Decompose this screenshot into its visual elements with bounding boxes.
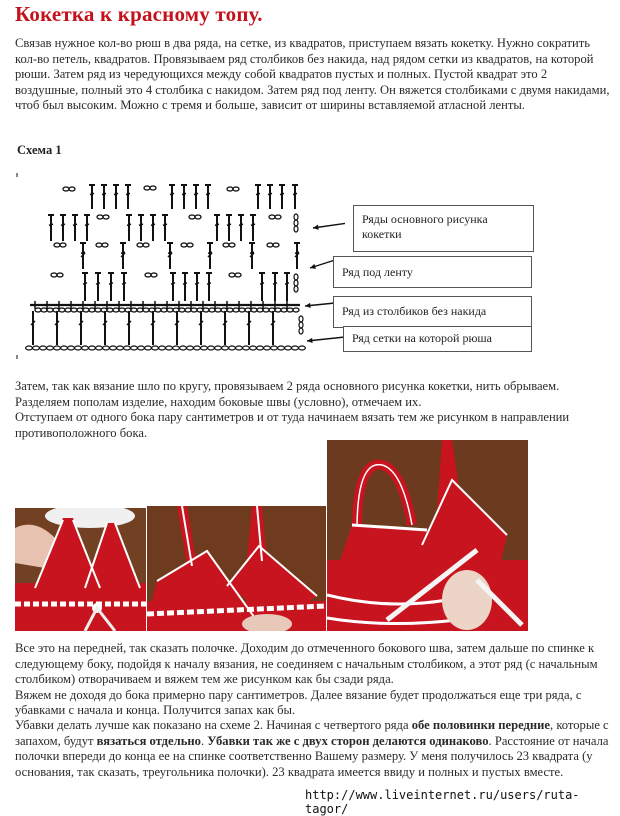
foundation-chain-symbol xyxy=(285,346,292,350)
source-url-watermark: http://www.liveinternet.ru/users/ruta-tagor/ xyxy=(305,788,580,816)
foundation-chain-symbol xyxy=(194,346,201,350)
double-crochet-symbol xyxy=(268,193,272,194)
paragraph-2-line-1: Затем, так как вязание шло по кругу, провязываем 2 ряда основного рисунка кокетки, нить обрываем. xyxy=(15,379,560,393)
foundation-chain-symbol xyxy=(40,346,47,350)
chain-stitch-symbol xyxy=(187,243,193,247)
chain-stitch-symbol xyxy=(155,308,161,312)
foundation-chain-symbol xyxy=(82,346,89,350)
double-crochet-symbol xyxy=(227,224,231,225)
foundation-chain-symbol xyxy=(243,346,250,350)
chain-stitch-symbol xyxy=(95,308,101,312)
double-crochet-symbol xyxy=(83,283,87,284)
foundation-chain-symbol xyxy=(152,346,159,350)
double-crochet-symbol xyxy=(251,224,255,225)
double-crochet-symbol xyxy=(183,283,187,284)
chain-stitch-symbol xyxy=(150,186,156,190)
foundation-chain-symbol xyxy=(89,346,96,350)
double-crochet-symbol xyxy=(260,283,264,284)
chain-stitch-symbol xyxy=(144,186,150,190)
chain-stitch-symbol xyxy=(47,308,53,312)
double-crochet-symbol xyxy=(96,283,100,284)
chain-stitch-symbol xyxy=(294,220,298,226)
chain-stitch-symbol xyxy=(233,187,239,191)
chain-stitch-symbol xyxy=(294,286,298,292)
paragraph-4-text: , которые с запахом, будут xyxy=(15,718,609,748)
foundation-chain-symbol xyxy=(124,346,131,350)
double-crochet-symbol xyxy=(61,224,65,225)
chain-stitch-symbol xyxy=(293,308,299,312)
double-crochet-symbol xyxy=(90,193,94,194)
chain-stitch-symbol xyxy=(145,273,151,277)
chain-stitch-symbol xyxy=(239,308,245,312)
chain-stitch-symbol xyxy=(143,243,149,247)
double-crochet-symbol xyxy=(194,193,198,194)
chain-stitch-symbol xyxy=(195,215,201,219)
double-crochet-symbol xyxy=(293,193,297,194)
foundation-chain-symbol xyxy=(299,346,306,350)
double-crochet-symbol xyxy=(256,193,260,194)
chain-stitch-symbol xyxy=(131,308,137,312)
foundation-chain-symbol xyxy=(264,346,271,350)
double-crochet-symbol xyxy=(207,283,211,284)
chain-stitch-symbol xyxy=(299,328,303,334)
chain-stitch-symbol xyxy=(185,308,191,312)
double-crochet-symbol xyxy=(163,224,167,225)
chain-stitch-symbol xyxy=(294,214,298,220)
foundation-chain-symbol xyxy=(201,346,208,350)
chain-stitch-symbol xyxy=(57,273,63,277)
double-crochet-symbol xyxy=(182,193,186,194)
double-crochet-symbol xyxy=(73,224,77,225)
callout-main-pattern: Ряды основного рисунка кокетки xyxy=(353,205,534,252)
double-crochet-symbol xyxy=(280,193,284,194)
chain-stitch-symbol xyxy=(51,273,57,277)
foundation-chain-symbol xyxy=(250,346,257,350)
callout-ribbon-row: Ряд под ленту xyxy=(333,256,532,288)
paragraph-4-text: . xyxy=(200,733,208,748)
chain-stitch-symbol xyxy=(269,215,275,219)
chain-stitch-symbol xyxy=(119,308,125,312)
paragraph-3 xyxy=(15,641,610,719)
chain-stitch-symbol xyxy=(294,226,298,232)
foundation-chain-symbol xyxy=(292,346,299,350)
foundation-chain-symbol xyxy=(61,346,68,350)
double-crochet-symbol xyxy=(102,193,106,194)
foundation-chain-symbol xyxy=(131,346,138,350)
chain-stitch-symbol xyxy=(167,308,173,312)
chain-stitch-symbol xyxy=(257,308,263,312)
foundation-chain-symbol xyxy=(215,346,222,350)
foundation-chain-symbol xyxy=(257,346,264,350)
foundation-chain-symbol xyxy=(117,346,124,350)
double-crochet-symbol xyxy=(285,283,289,284)
scheme-label: Схема 1 xyxy=(17,143,62,157)
chain-stitch-symbol xyxy=(83,308,89,312)
chain-stitch-symbol xyxy=(71,308,77,312)
callout-arrow xyxy=(307,337,345,341)
chain-stitch-symbol xyxy=(59,308,65,312)
chain-stitch-symbol xyxy=(209,308,215,312)
double-crochet-symbol xyxy=(49,224,53,225)
photo-1 xyxy=(15,508,146,631)
chain-stitch-symbol xyxy=(63,187,69,191)
double-crochet-symbol xyxy=(126,193,130,194)
chain-stitch-symbol xyxy=(89,308,95,312)
paragraph-3-line-1: Все это на передней, так сказать полочке. Доходим до отмеченного бокового шва, затем дальше по спинке к следующему боку, подойдя к началу вязания, не соединяем с начальным столбиком, а этот ряд (с начальным столбиком) отворачиваем и вяжем тем же рисунком как бы сзади ряда. xyxy=(15,641,598,687)
crochet-diagram xyxy=(15,165,345,365)
foundation-chain-symbol xyxy=(145,346,152,350)
foundation-chain-symbol xyxy=(271,346,278,350)
paragraph-2-line-3: Отступаем от одного бока пару сантиметров и от туда начинаем вязать тем же рисунком в направлении противоположного бока. xyxy=(15,410,570,440)
chain-stitch-symbol xyxy=(233,308,239,312)
chain-stitch-symbol xyxy=(113,308,119,312)
chain-stitch-symbol xyxy=(191,308,197,312)
paragraph-4 xyxy=(15,718,610,780)
foundation-chain-symbol xyxy=(75,346,82,350)
paragraph-3-line-2: Вяжем не доходя до бока примерно пару сантиметров. Далее вязание будет продолжаться еще три ряда, с убавками с начала и конца. Получится запах как бы. xyxy=(15,687,582,718)
foundation-chain-symbol xyxy=(54,346,61,350)
double-crochet-symbol xyxy=(215,224,219,225)
chain-stitch-symbol xyxy=(294,280,298,286)
foundation-chain-symbol xyxy=(222,346,229,350)
chain-stitch-symbol xyxy=(137,308,143,312)
chain-stitch-symbol xyxy=(97,215,103,219)
chain-stitch-symbol xyxy=(103,215,109,219)
paragraph-2-line-2: Разделяем пополам изделие, находим боковые швы (условно), отмечаем их. xyxy=(15,394,422,409)
foundation-chain-symbol xyxy=(278,346,285,350)
foundation-chain-symbol xyxy=(159,346,166,350)
chain-stitch-symbol xyxy=(41,308,47,312)
arrow-head xyxy=(310,264,316,269)
chain-stitch-symbol xyxy=(229,243,235,247)
double-crochet-symbol xyxy=(239,224,243,225)
chain-stitch-symbol xyxy=(181,243,187,247)
paragraph-4-bold: обе половинки передние xyxy=(411,718,551,732)
foundation-chain-symbol xyxy=(47,346,54,350)
chain-stitch-symbol xyxy=(179,308,185,312)
double-crochet-symbol xyxy=(170,193,174,194)
page-title: Кокетка к красному топу. xyxy=(15,2,263,26)
chain-stitch-symbol xyxy=(151,273,157,277)
callout-single-crochet-row: Ряд из столбиков без накида xyxy=(333,296,532,328)
foundation-chain-symbol xyxy=(110,346,117,350)
chain-stitch-symbol xyxy=(215,308,221,312)
double-crochet-symbol xyxy=(122,283,126,284)
photo-3 xyxy=(327,440,528,631)
foundation-chain-symbol xyxy=(103,346,110,350)
chain-stitch-symbol xyxy=(35,308,41,312)
chain-stitch-symbol xyxy=(229,273,235,277)
foundation-chain-symbol xyxy=(166,346,173,350)
chain-stitch-symbol xyxy=(223,243,229,247)
paragraph-4-bold: вязаться отдельно xyxy=(96,733,201,748)
chain-stitch-symbol xyxy=(96,243,102,247)
foundation-chain-symbol xyxy=(208,346,215,350)
double-crochet-symbol xyxy=(151,224,155,225)
chain-stitch-symbol xyxy=(273,243,279,247)
chain-stitch-symbol xyxy=(227,187,233,191)
paragraph-4-bold: Убавки так же с двух сторон делаются одинаково xyxy=(207,733,489,748)
double-crochet-symbol xyxy=(109,283,113,284)
chain-stitch-symbol xyxy=(65,308,71,312)
foundation-chain-symbol xyxy=(187,346,194,350)
chain-stitch-symbol xyxy=(275,215,281,219)
double-crochet-symbol xyxy=(195,283,199,284)
chain-stitch-symbol xyxy=(54,243,60,247)
chain-stitch-symbol xyxy=(161,308,167,312)
chain-stitch-symbol xyxy=(275,308,281,312)
callout-mesh-row: Ряд сетки на которой рюша xyxy=(343,326,532,352)
foundation-chain-symbol xyxy=(96,346,103,350)
chain-stitch-symbol xyxy=(281,308,287,312)
paragraph-4-text: Убавки делать лучше как показано на схеме 2. Начиная с четвертого ряда xyxy=(15,718,412,732)
double-crochet-symbol xyxy=(273,283,277,284)
chain-stitch-symbol xyxy=(60,243,66,247)
foundation-chain-symbol xyxy=(68,346,75,350)
double-crochet-symbol xyxy=(171,283,175,284)
chain-stitch-symbol xyxy=(102,243,108,247)
foundation-chain-symbol xyxy=(180,346,187,350)
chain-stitch-symbol xyxy=(263,308,269,312)
chain-stitch-symbol xyxy=(251,308,257,312)
chain-stitch-symbol xyxy=(203,308,209,312)
double-crochet-symbol xyxy=(206,193,210,194)
chain-stitch-symbol xyxy=(294,274,298,280)
chain-stitch-symbol xyxy=(299,316,303,322)
foundation-chain-symbol xyxy=(26,346,33,350)
chain-stitch-symbol xyxy=(287,308,293,312)
photo-2 xyxy=(147,506,326,631)
foundation-chain-symbol xyxy=(138,346,145,350)
paragraph-4-text: . Расстояние от начала полочки впереди до конца ее на спинке соответственно Вашему размеру. У меня получилось 23 квадрата (у основания, так сказать, треугольника полочки). 23 квадрата имеется ввиду и полных и пустых вместе. xyxy=(15,733,609,779)
foundation-chain-symbol xyxy=(173,346,180,350)
double-crochet-symbol xyxy=(114,193,118,194)
foundation-chain-symbol xyxy=(33,346,40,350)
chain-stitch-symbol xyxy=(267,243,273,247)
chain-stitch-symbol xyxy=(227,308,233,312)
chain-stitch-symbol xyxy=(143,308,149,312)
chain-stitch-symbol xyxy=(107,308,113,312)
double-crochet-symbol xyxy=(127,224,131,225)
foundation-chain-symbol xyxy=(229,346,236,350)
chain-stitch-symbol xyxy=(299,322,303,328)
chain-stitch-symbol xyxy=(137,243,143,247)
chain-stitch-symbol xyxy=(235,273,241,277)
paragraph-2 xyxy=(15,379,610,441)
chain-stitch-symbol xyxy=(189,215,195,219)
double-crochet-symbol xyxy=(139,224,143,225)
foundation-chain-symbol xyxy=(236,346,243,350)
chain-stitch-symbol xyxy=(69,187,75,191)
double-crochet-symbol xyxy=(85,224,89,225)
intro-paragraph: Связав нужное кол-во рюш в два ряда, на сетке, из квадратов, приступаем вязать кокетку. Нужно сократить кол-во петель, квадратов. Провязываем ряд столбиков без накида, над рядом сетки из квадратов, на которой рюши. Затем ряд из чередующихся между собой квадратов пустых и полных. Пустой квадрат это 2 воздушные, полный это 4 столбика с накидом. Затем ряд под ленту. Он вяжется столбиками с двумя накидами, чтоб был высоким. Можно с тремя и больше, зависит от ширины вставляемой атласной ленты. xyxy=(15,36,610,113)
